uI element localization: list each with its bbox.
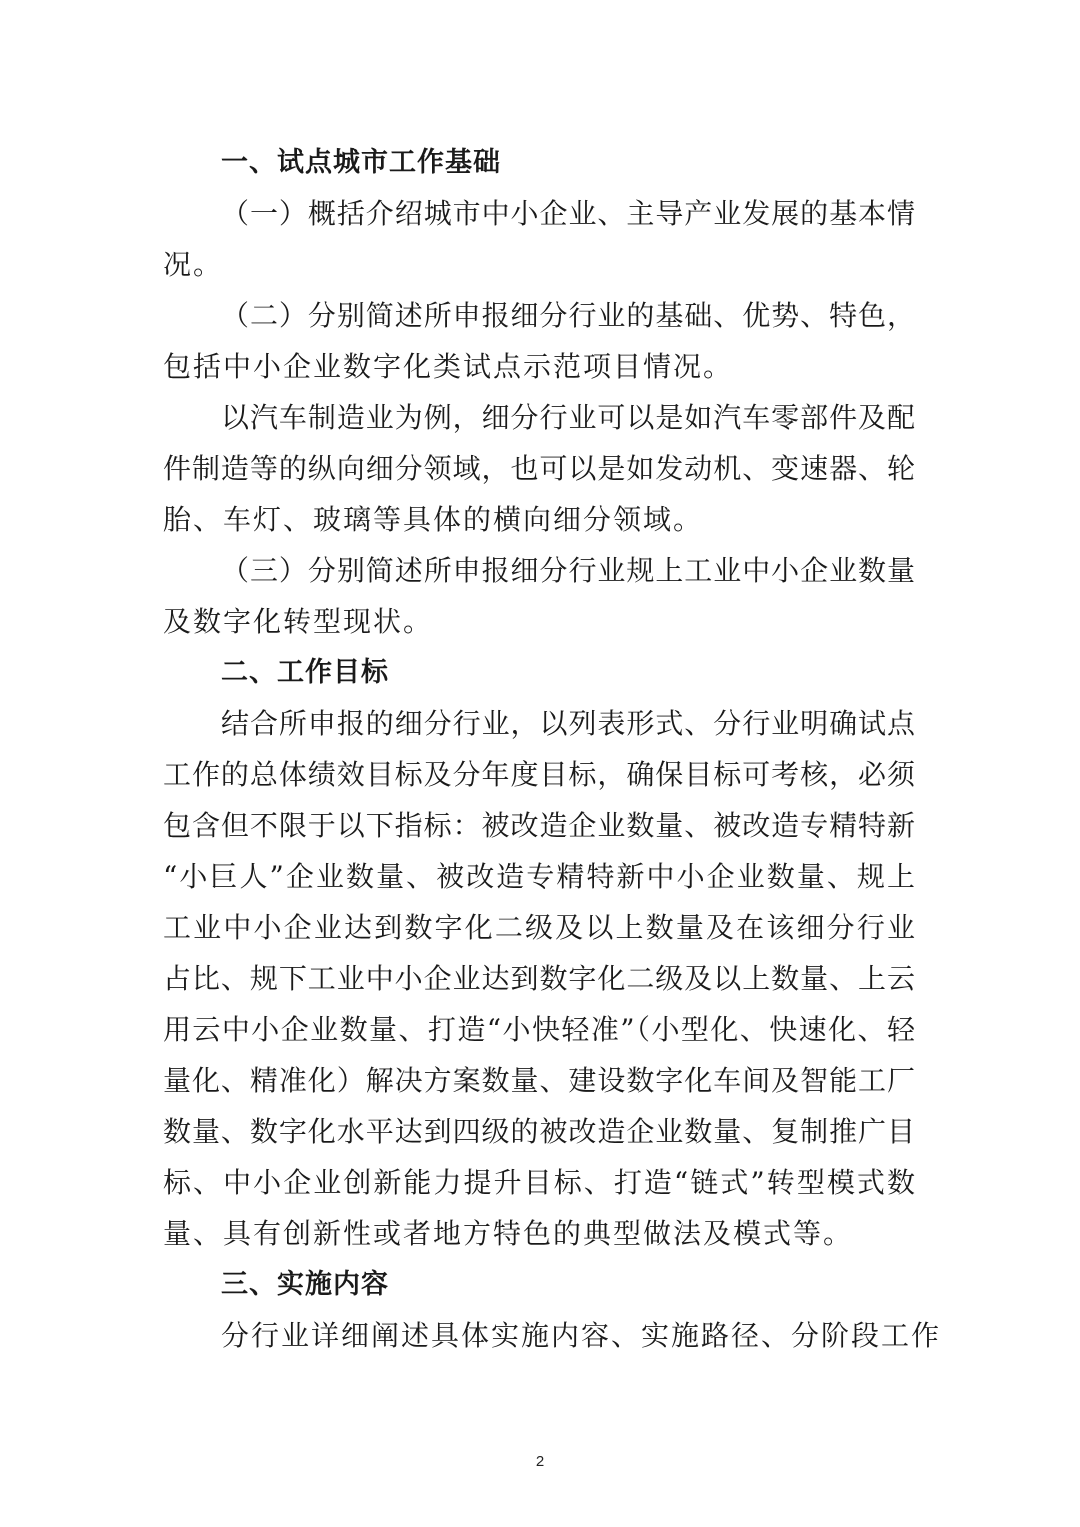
- paragraph-line: 标、中小企业创新能力提升目标、打造“链式”转型模式数: [163, 1166, 915, 1199]
- paragraph-line: “小巨人”企业数量、被改造专精特新中小企业数量、规上: [163, 860, 915, 893]
- paragraph-line: 工业中小企业达到数字化二级及以上数量及在该细分行业: [163, 911, 915, 944]
- paragraph-line: 包括中小企业数字化类试点示范项目情况。: [163, 350, 734, 383]
- paragraph-line: 件制造等的纵向细分领域，也可以是如发动机、变速器、轮: [163, 452, 915, 485]
- paragraph-3-1: [163, 1310, 942, 1361]
- paragraph-1-4: [163, 545, 915, 647]
- paragraph-1-2: [163, 290, 915, 392]
- paragraph-line: （三）分别简述所申报细分行业规上工业中小企业数量: [221, 554, 915, 587]
- paragraph-line: 包含但不限于以下指标：被改造企业数量、被改造专精特新: [163, 809, 915, 842]
- paragraph-line: 结合所申报的细分行业，以列表形式、分行业明确试点: [221, 707, 915, 740]
- paragraph-line: 数量、数字化水平达到四级的被改造企业数量、复制推广目: [163, 1115, 915, 1148]
- paragraph-line: 量、具有创新性或者地方特色的典型做法及模式等。: [163, 1217, 854, 1250]
- paragraph-line: 占比、规下工业中小企业达到数字化二级及以上数量、上云: [163, 962, 915, 995]
- paragraph-line: 以汽车制造业为例，细分行业可以是如汽车零部件及配: [221, 401, 915, 434]
- paragraph-line: 用云中小企业数量、打造“小快轻准”（小型化、快速化、轻: [163, 1013, 915, 1046]
- section-3-heading: 三、实施内容: [221, 1269, 389, 1300]
- paragraph-line: 工作的总体绩效目标及分年度目标，确保目标可考核，必须: [163, 758, 915, 791]
- paragraph-line: 况。: [163, 248, 224, 281]
- paragraph-2-1: [163, 698, 915, 1259]
- paragraph-1-3: [163, 392, 915, 545]
- document-body: [163, 137, 942, 1361]
- paragraph-line: （二）分别简述所申报细分行业的基础、优势、特色，: [221, 299, 915, 332]
- paragraph-line: 及数字化转型现状。: [163, 605, 434, 638]
- section-1-heading: 一、试点城市工作基础: [221, 147, 501, 178]
- paragraph-1-1: [163, 188, 915, 290]
- paragraph-line: 分行业详细阐述具体实施内容、实施路径、分阶段工作: [221, 1319, 942, 1352]
- paragraph-line: 量化、精准化）解决方案数量、建设数字化车间及智能工厂: [163, 1064, 915, 1097]
- section-2-heading: 二、工作目标: [221, 657, 389, 688]
- paragraph-line: 胎、车灯、玻璃等具体的横向细分领域。: [163, 503, 704, 536]
- page-number: 2: [535, 1453, 545, 1470]
- paragraph-line: （一）概括介绍城市中小企业、主导产业发展的基本情: [221, 197, 915, 230]
